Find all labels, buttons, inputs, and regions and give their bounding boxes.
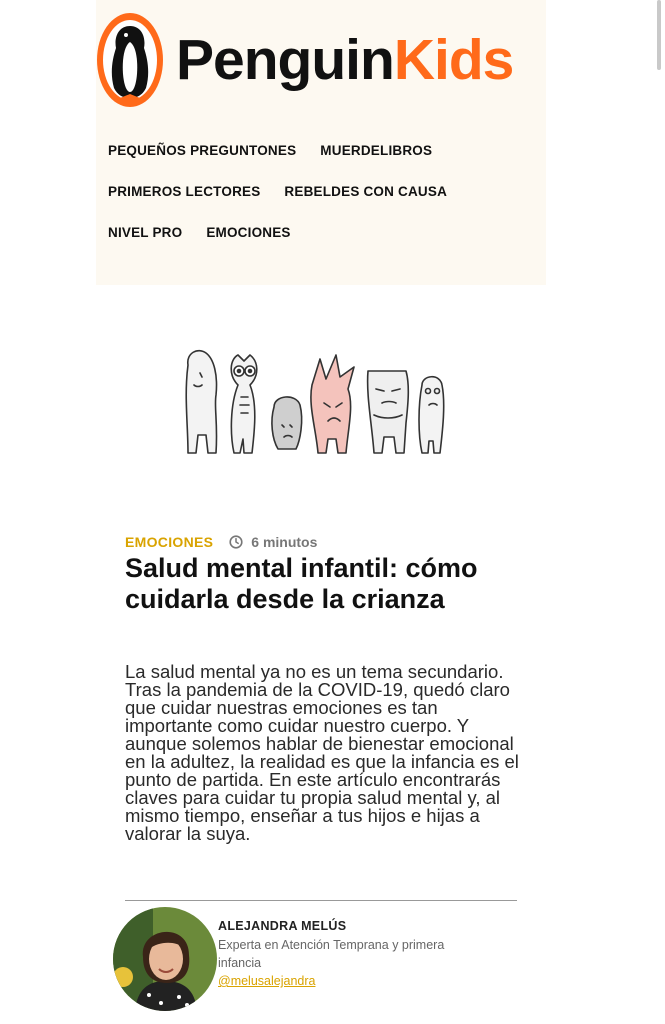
brand-wordmark: PenguinKids <box>176 28 514 92</box>
main-nav <box>108 130 538 253</box>
nav-item-pequenos-preguntones[interactable]: PEQUEÑOS PREGUNTONES <box>108 143 297 158</box>
author-bio: Experta en Atención Temprana y primera infancia <box>218 938 445 970</box>
author-handle-link[interactable]: @melusalejandra <box>218 974 316 988</box>
nav-item-muerdelibros[interactable]: MUERDELIBROS <box>320 143 433 158</box>
nav-row <box>108 171 538 212</box>
nav-row <box>108 212 538 253</box>
brand-logo[interactable] <box>96 12 556 112</box>
divider <box>125 900 517 901</box>
penguin-logo-icon <box>96 12 164 108</box>
nav-row <box>108 130 538 171</box>
nav-item-primeros-lectores[interactable]: PRIMEROS LECTORES <box>108 184 261 199</box>
nav-item-emociones[interactable]: EMOCIONES <box>206 225 291 240</box>
site-header <box>96 0 546 285</box>
nav-item-nivel-pro[interactable]: NIVEL PRO <box>108 225 183 240</box>
author-name[interactable]: ALEJANDRA MELÚS <box>218 919 347 933</box>
read-time: 6 minutos <box>251 534 318 550</box>
author-avatar[interactable] <box>113 907 217 1011</box>
scrollbar[interactable] <box>657 0 661 70</box>
clock-icon <box>229 535 243 549</box>
emotions-characters-illustration <box>178 345 456 460</box>
nav-item-rebeldes-con-causa[interactable]: REBELDES CON CAUSA <box>284 184 448 199</box>
article-meta <box>125 534 317 550</box>
article-intro: La salud mental ya no es un tema secundario. Tras la pandemia de la COVID-19, quedó claro que cuidar nuestras emociones es tan importante como cuidar nuestro cuerpo. Y aunque solemos hablar de bienestar emocional en la adultez, la realidad es que la infancia es el punto de partida. En este artículo encontrarás claves para cuidar tu propia salud mental y, al mismo tiempo, enseñar a tus hijos e hijas a valorar la suya. <box>125 661 519 844</box>
article-title: Salud mental infantil: cómo cuidarla desde la crianza <box>125 553 478 614</box>
category-tag[interactable]: EMOCIONES <box>125 534 214 550</box>
